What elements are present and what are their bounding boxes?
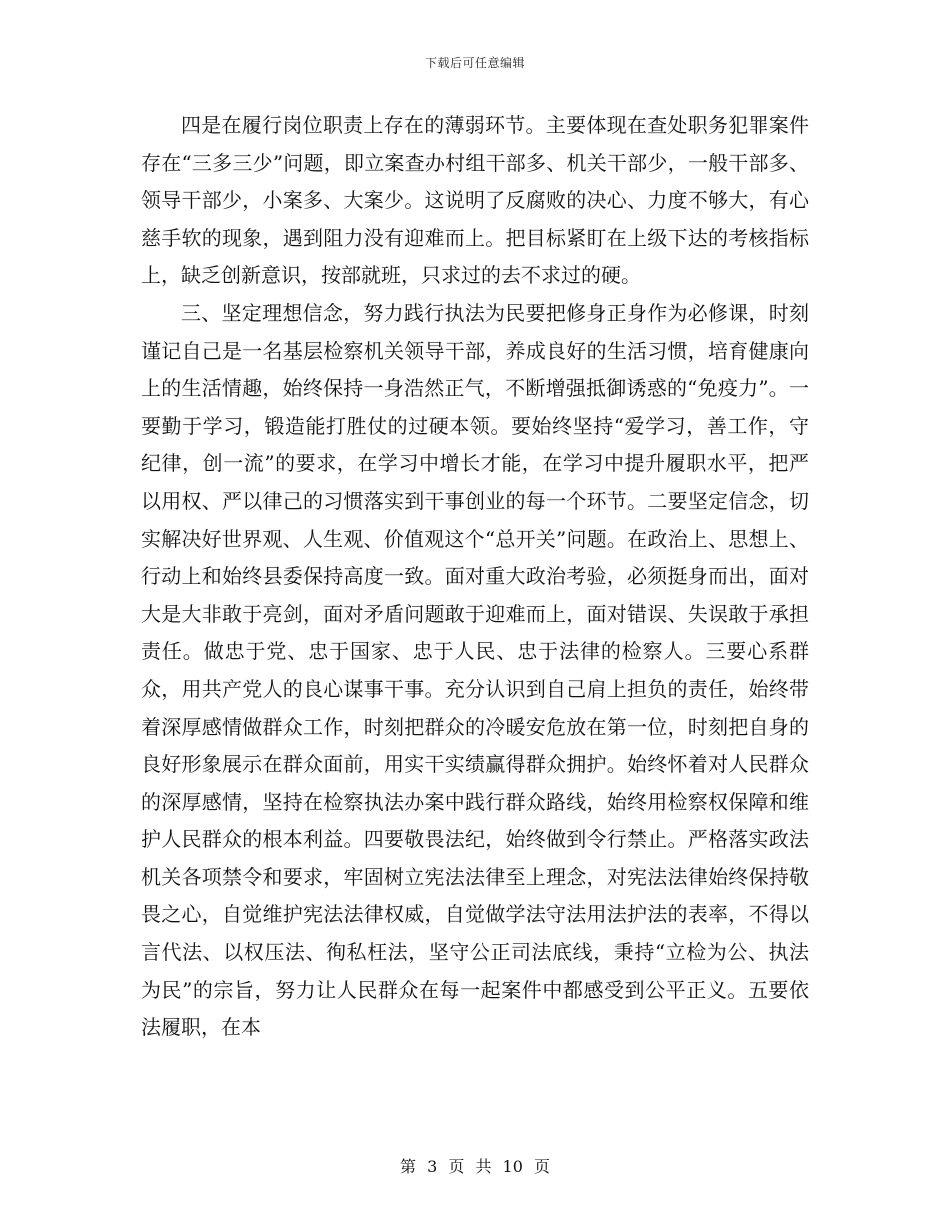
- page-header: 下载后可任意编辑: [424, 56, 525, 70]
- paragraph-ideals-beliefs: 三、坚定理想信念，努力践行执法为民要把修身正身作为必修课，时刻谨记自己是一名基层检察机关领导干部，养成良好的生活习惯，培育健康向上的生活情趣，始终保持一身浩然正气，不断增强抵御诱惑的“免疫力”。一要勤于学习，锻造能打胜仗的过硬本领。要始终坚持“爱学习，善工作，守纪律，创一流”的要求，在学习中增长才能，在学习中提升履职水平，把严以用权、严以律己的习惯落实到干事创业的每一个环节。二要坚定信念，切实解决好世界观、人生观、价值观这个“总开关”问题。在政治上、思想上、行动上和始终县委保持高度一致。面对重大政治考验，必须挺身而出，面对大是大非敢于亮剑，面对矛盾问题敢于迎难而上，面对错误、失误敢于承担责任。做忠于党、忠于国家、忠于人民、忠于法律的检察人。三要心系群众，用共产党人的良心谋事干事。充分认识到自己肩上担负的责任，始终带着深厚感情做群众工作，时刻把群众的冷暖安危放在第一位，时刻把自身的良好形象展示在群众面前，用实干实绩赢得群众拥护。始终怀着对人民群众的深厚感情，坚持在检察执法办案中践行群众路线，始终用检察权保障和维护人民群众的根本利益。四要敬畏法纪，始终做到令行禁止。严格落实政法机关各项禁令和要求，牢固树立宪法法律至上理念，对宪法法律始终保持敬畏之心，自觉维护宪法法律权威，自觉做学法守法用法护法的表率，不得以言代法、以权压法、徇私枉法，坚守公正司法底线，秉持“立检为公、执法为民”的宗旨，努力让人民群众在每一起案件中都感受到公平正义。五要依法履职，在本: [141, 300, 809, 1040]
- paragraph-weak-links: 四是在履行岗位职责上存在的薄弱环节。主要体现在查处职务犯罪案件存在“三多三少”问题，即立案查办村组干部多、机关干部少，一般干部多、领导干部少，小案多、大案少。这说明了反腐败的决心、力度不够大，有心慈手软的现象，遇到阻力没有迎难而上。把目标紧盯在上级下达的考核指标上，缺乏创新意识，按部就班，只求过的去不求过的硬。: [141, 113, 809, 288]
- page-footer: 第 3 页 共 10 页: [400, 1157, 550, 1176]
- document-body: [141, 107, 809, 1047]
